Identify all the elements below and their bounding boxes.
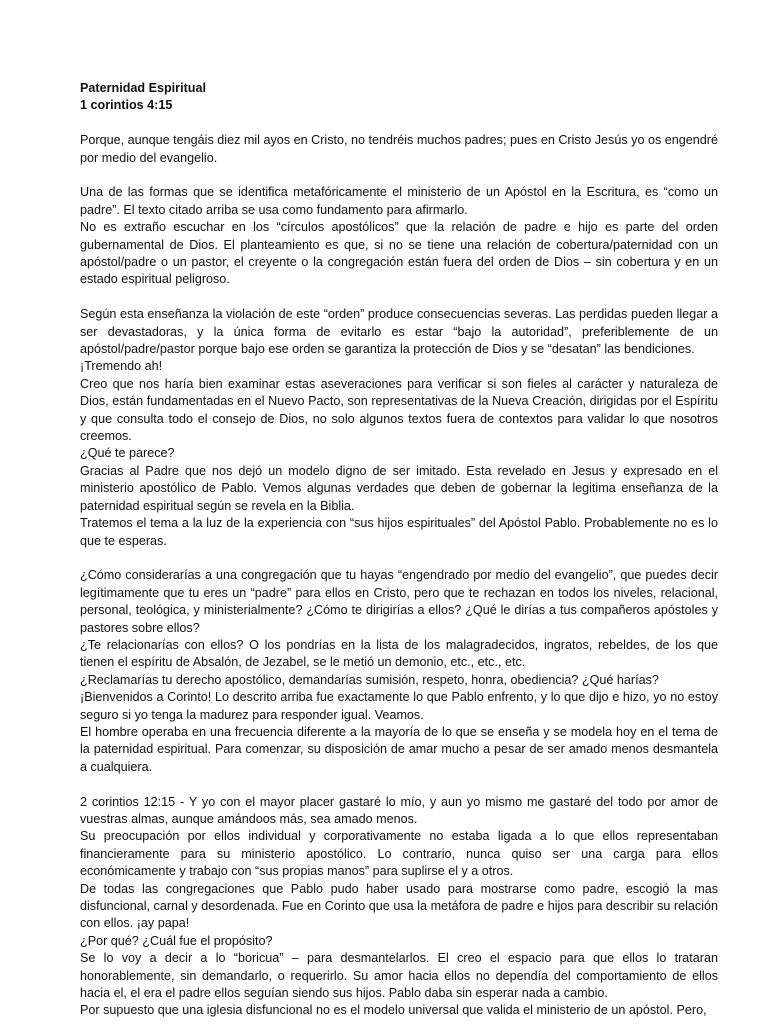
- body-paragraph: Porque, aunque tengáis diez mil ayos en Cristo, no tendréis muchos padres; pues en Cristo Jesús yo os engendré por medio del evangelio.: [80, 133, 718, 165]
- document-section: [80, 567, 718, 776]
- scripture-reference: 1 corintios 4:15: [80, 98, 173, 113]
- body-paragraph: ¡Tremendo ah!: [80, 359, 163, 374]
- body-paragraph: ¿Reclamarías tu derecho apostólico, demandarías sumisión, respeto, honra, obediencia? ¿Qué harías?: [80, 672, 659, 687]
- document-section: [80, 794, 718, 1020]
- section-gap: [80, 776, 718, 793]
- body-paragraph: Una de las formas que se identifica metafóricamente el ministerio de un Apóstol en la Escritura, es “como un padre”. El texto citado arriba se usa como fundamento para afirmarlo.: [80, 185, 718, 217]
- section-gap: [80, 167, 718, 184]
- body-paragraph: ¡Bienvenidos a Corinto! Lo descrito arriba fue exactamente lo que Pablo enfrento, y lo que dijo e hizo, yo no estoy seguro si yo tenga la madurez para responder igual. Veamos.: [80, 690, 718, 722]
- body-paragraph: Su preocupación por ellos individual y corporativamente no estaba ligada a lo que ellos representaban financieramente para su ministerio apostólico. Lo contrario, nunca quiso ser una carga para ellos económicamente y trabajo con “sus propias manos” para suplirse el y a otros.: [80, 829, 718, 879]
- body-paragraph: Por supuesto que una iglesia disfuncional no es el modelo universal que valida el ministerio de un apóstol. Pero,: [80, 1003, 707, 1018]
- body-paragraph: ¿Qué te parece?: [80, 446, 175, 461]
- body-paragraph: Gracias al Padre que nos dejó un modelo digno de ser imitado. Esta revelado en Jesus y expresado en el ministerio apostólico de Pablo. Vemos algunas verdades que deben de gobernar la legitima enseñanza de la paternidad espiritual según se revela en la Biblia.: [80, 463, 718, 513]
- document-heading: [80, 80, 718, 115]
- document-section: [80, 184, 718, 288]
- body-paragraph: Se lo voy a decir a lo “boricua” – para desmantelarlos. El creo el espacio para que ellos lo trataran honorablemente, sin demandarlo, o requerirlo. Su amor hacia ellos no dependía del comportamiento de ellos hacia el, el era el padre ellos seguían siendo sus hijos. Pablo daba sin esperar nada a cambio.: [80, 951, 718, 1001]
- body-paragraph: De todas las congregaciones que Pablo pudo haber usado para mostrarse como padre, escogió la mas disfuncional, carnal y desordenada. Fue en Corinto que usa la metáfora de padre e hijos para describir su relación con ellos. ¡ay papa!: [80, 881, 718, 931]
- body-paragraph: No es extraño escuchar en los “círculos apostólicos” que la relación de padre e hijo es parte del orden gubernamental de Dios. El planteamiento es que, si no se tiene una relación de cobertura/paternidad con un apóstol/padre o un pastor, el creyente o la congregación están fuera del orden de Dios – sin cobertura y en un estado espiritual peligroso.: [80, 220, 718, 287]
- body-paragraph: Según esta enseñanza la violación de este “orden” produce consecuencias severas. Las perdidas pueden llegar a ser devastadoras, y la única forma de evitarlo es estar “bajo la autoridad”, preferiblemente de un apóstol/padre/pastor porque bajo ese orden se garantiza la protección de Dios y se “desatan” las bendiciones.: [80, 307, 718, 357]
- body-paragraph: ¿Cómo considerarías a una congregación que tu hayas “engendrado por medio del evangelio”, que puedes decir legítimamente que tu eres un “padre” para ellos en Cristo, pero que te rechazan en todos los niveles, relacional, personal, teológica, y ministerialmente? ¿Cómo te dirigirías a ellos? ¿Qué le dirías a tus compañeros apóstoles y pastores sobre ellos?: [80, 568, 718, 635]
- body-paragraph: El hombre operaba en una frecuencia diferente a la mayoría de lo que se enseña y se modela hoy en el tema de la paternidad espiritual. Para comenzar, su disposición de amar mucho a pesar de ser amado menos desmantela a cualquiera.: [80, 724, 718, 774]
- section-gap: [80, 550, 718, 567]
- body-paragraph: ¿Por qué? ¿Cuál fue el propósito?: [80, 933, 273, 948]
- section-gap: [80, 289, 718, 306]
- document-body: [80, 132, 718, 1020]
- body-paragraph: 2 corintios 12:15 - Y yo con el mayor placer gastaré lo mío, y aun yo mismo me gastaré del todo por amor de vuestras almas, aunque amándoos más, sea amado menos.: [80, 794, 718, 826]
- body-paragraph: ¿Te relacionarías con ellos? O los pondrías en la lista de los malagradecidos, ingratos, rebeldes, de los que tienen el espíritu de Absalón, de Jezabel, se le metió un demonio, etc., etc., etc.: [80, 637, 718, 670]
- body-paragraph: Tratemos el tema a la luz de la experiencia con “sus hijos espirituales” del Apóstol Pablo. Probablemente no es lo que te esperas.: [80, 516, 718, 548]
- document-title: Paternidad Espiritual: [80, 81, 206, 95]
- document-section: [80, 132, 718, 167]
- body-paragraph: Creo que nos haría bien examinar estas aseveraciones para verificar si son fieles al carácter y naturaleza de Dios, están fundamentadas en el Nuevo Pacto, son representativas de la Nueva Creación, dirigidas por el Espíritu y que consulta todo el consejo de Dios, no solo algunos textos fuera de contextos para validar lo que nosotros creemos.: [80, 376, 718, 444]
- document-section: [80, 306, 718, 550]
